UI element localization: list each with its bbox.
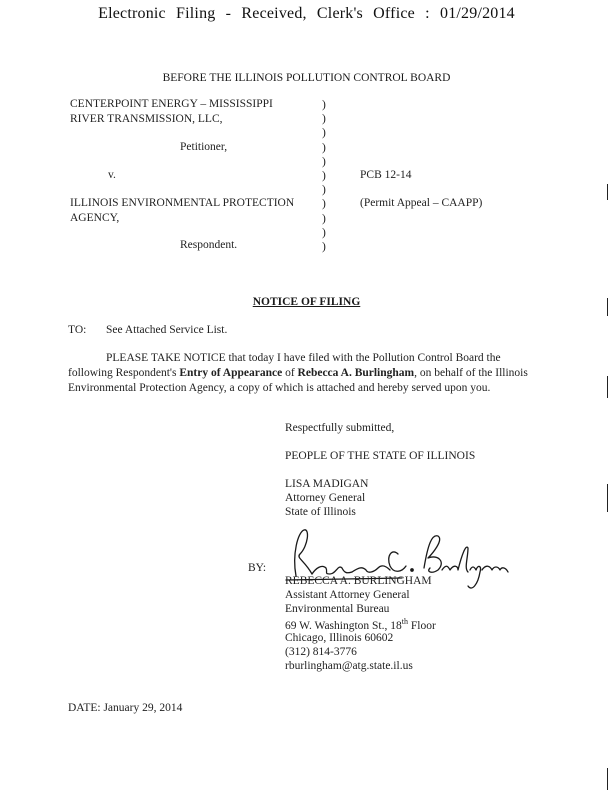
address-city: Chicago, Illinois 60602 bbox=[285, 632, 394, 644]
notice-body-text-2: of bbox=[282, 367, 298, 379]
respondent-name-line-2: AGENCY, bbox=[70, 212, 120, 224]
notice-body bbox=[68, 351, 528, 396]
case-number: PCB 12-14 bbox=[360, 169, 412, 181]
address-line-1: 69 W. Washington St., 18 bbox=[285, 619, 402, 632]
scan-artifact bbox=[607, 376, 608, 398]
signer-title: Assistant Attorney General bbox=[285, 589, 410, 601]
address-floor: Floor bbox=[408, 619, 436, 632]
petitioner-name-line-2: RIVER TRANSMISSION, LLC, bbox=[70, 113, 223, 125]
signer-name: REBECCA A. BURLINGHAM bbox=[285, 575, 432, 587]
scan-artifact bbox=[607, 298, 608, 316]
date-line: DATE: January 29, 2014 bbox=[68, 702, 183, 714]
to-value: See Attached Service List. bbox=[106, 324, 228, 336]
case-type: (Permit Appeal – CAAPP) bbox=[360, 197, 483, 209]
respondent-role: Respondent. bbox=[180, 239, 238, 251]
board-caption: BEFORE THE ILLINOIS POLLUTION CONTROL BOARD bbox=[162, 72, 451, 84]
versus-label: v. bbox=[108, 169, 116, 181]
scan-artifact bbox=[607, 768, 608, 790]
respondent-name-line-1: ILLINOIS ENVIRONMENTAL PROTECTION bbox=[70, 197, 295, 209]
filing-stamp: Electronic Filing - Received, Clerk's Office : 01/29/2014 bbox=[98, 5, 515, 22]
caption-bracket-column: ) ) ) ) ) ) ) ) ) ) ) bbox=[322, 99, 326, 254]
email-address: rburlingham@atg.state.il.us bbox=[285, 660, 413, 672]
scan-artifact bbox=[607, 184, 608, 200]
by-label: BY: bbox=[248, 562, 267, 574]
ag-name: LISA MADIGAN bbox=[285, 478, 369, 490]
petitioner-role: Petitioner, bbox=[180, 141, 228, 153]
address-superscript: th bbox=[401, 617, 408, 626]
office-address bbox=[285, 617, 436, 632]
notice-title: NOTICE OF FILING bbox=[252, 296, 361, 308]
closing: Respectfully submitted, bbox=[285, 422, 395, 434]
phone-number: (312) 814-3776 bbox=[285, 646, 357, 658]
notice-body-bold-2: Rebecca A. Burlingham bbox=[297, 367, 415, 379]
scan-artifact bbox=[607, 484, 608, 512]
petitioner-name-line-1: CENTERPOINT ENERGY – MISSISSIPPI bbox=[70, 98, 273, 110]
people-of-state: PEOPLE OF THE STATE OF ILLINOIS bbox=[285, 450, 476, 462]
signer-bureau: Environmental Bureau bbox=[285, 603, 390, 615]
ag-state: State of Illinois bbox=[285, 506, 356, 518]
to-label: TO: bbox=[68, 324, 87, 336]
ag-title: Attorney General bbox=[285, 492, 366, 504]
notice-body-text-1: PLEASE TAKE NOTICE that today I have filed with the Pollution Control Board the following Respondent's bbox=[68, 352, 501, 379]
notice-body-text-3: , on behalf of the Illinois Environmental Protection Agency, a copy of which is attached and hereby served upon you. bbox=[68, 367, 528, 394]
notice-body-bold-1: Entry of Appearance bbox=[179, 367, 283, 379]
